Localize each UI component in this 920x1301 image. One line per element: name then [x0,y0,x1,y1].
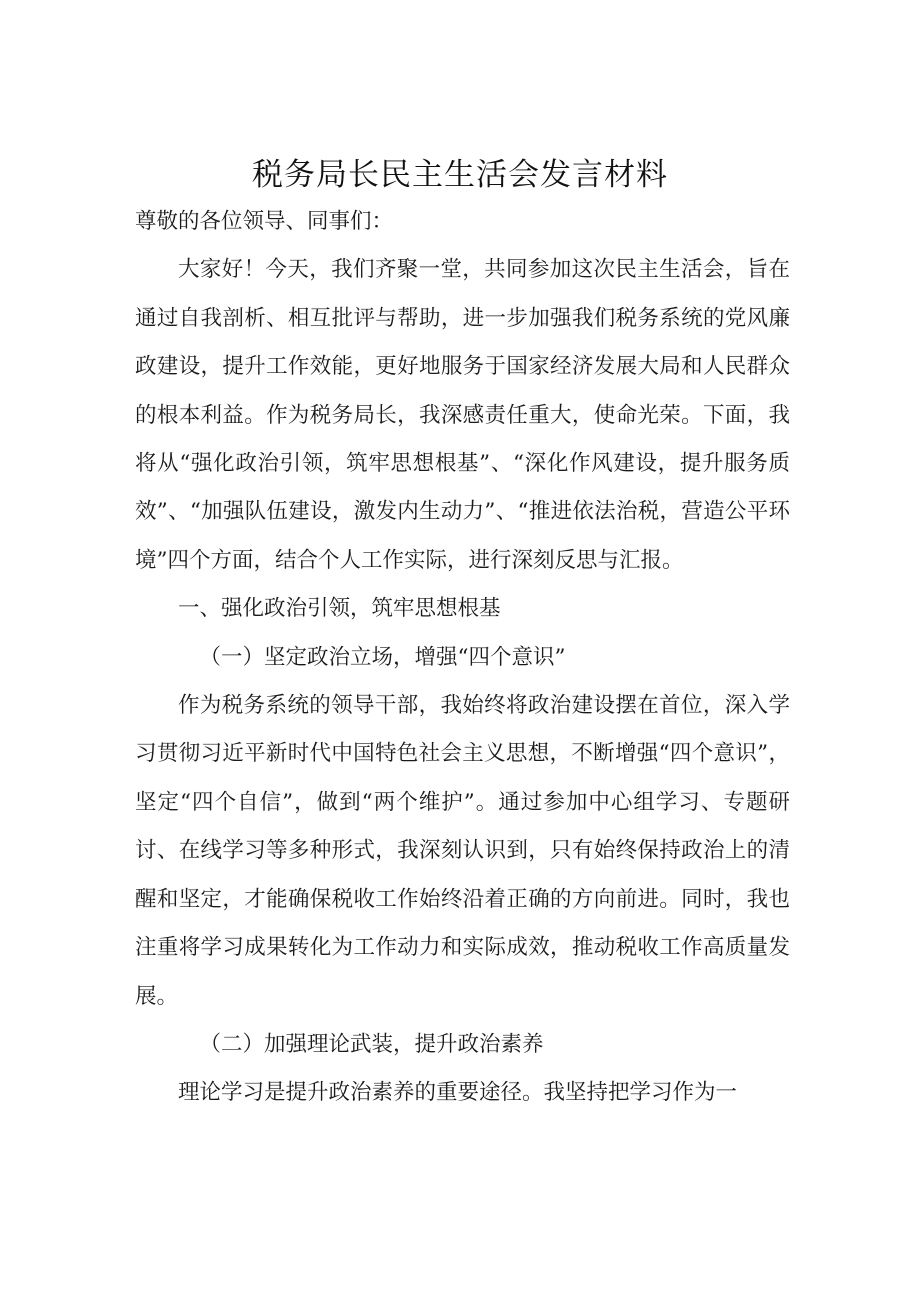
intro-paragraph: 大家好！今天，我们齐聚一堂，共同参加这次民主生活会，旨在通过自我剖析、相互批评与帮助，进一步加强我们税务系统的党风廉政建设，提升工作效能，更好地服务于国家经济发展大局和人民群众的根本利益。作为税务局长，我深感责任重大，使命光荣。下面，我将从“强化政治引领，筑牢思想根基”、“深化作风建设，提升服务质效”、“加强队伍建设，激发内生动力”、“推进依法治税，营造公平环境”四个方面，结合个人工作实际，进行深刻反思与汇报。 [135,257,790,573]
document-title: 税务局长民主生活会发言材料 [252,157,668,193]
subsection-heading-1: （一）坚定政治立场，增强“四个意识” [199,644,566,670]
subsection-1-paragraph: 作为税务系统的领导干部，我始终将政治建设摆在首位，深入学习贯彻习近平新时代中国特色社会主义思想，不断增强“四个意识”，坚定“四个自信”，做到“两个维护”。通过参加中心组学习、专题研讨、在线学习等多种形式，我深刻认识到，只有始终保持政治上的清醒和坚定，才能确保税收工作始终沿着正确的方向前进。同时，我也注重将学习成果转化为工作动力和实际成效，推动税收工作高质量发展。 [135,693,790,1009]
document-body [135,198,790,1118]
subsection-heading-2: （二）加强理论武装，提升政治素养 [199,1031,544,1057]
section-heading-1: 一、强化政治引领，筑牢思想根基 [178,596,501,622]
subsection-2-paragraph: 理论学习是提升政治素养的重要途径。我坚持把学习作为一 [178,1080,738,1106]
salutation: 尊敬的各位领导、同事们： [135,209,394,234]
